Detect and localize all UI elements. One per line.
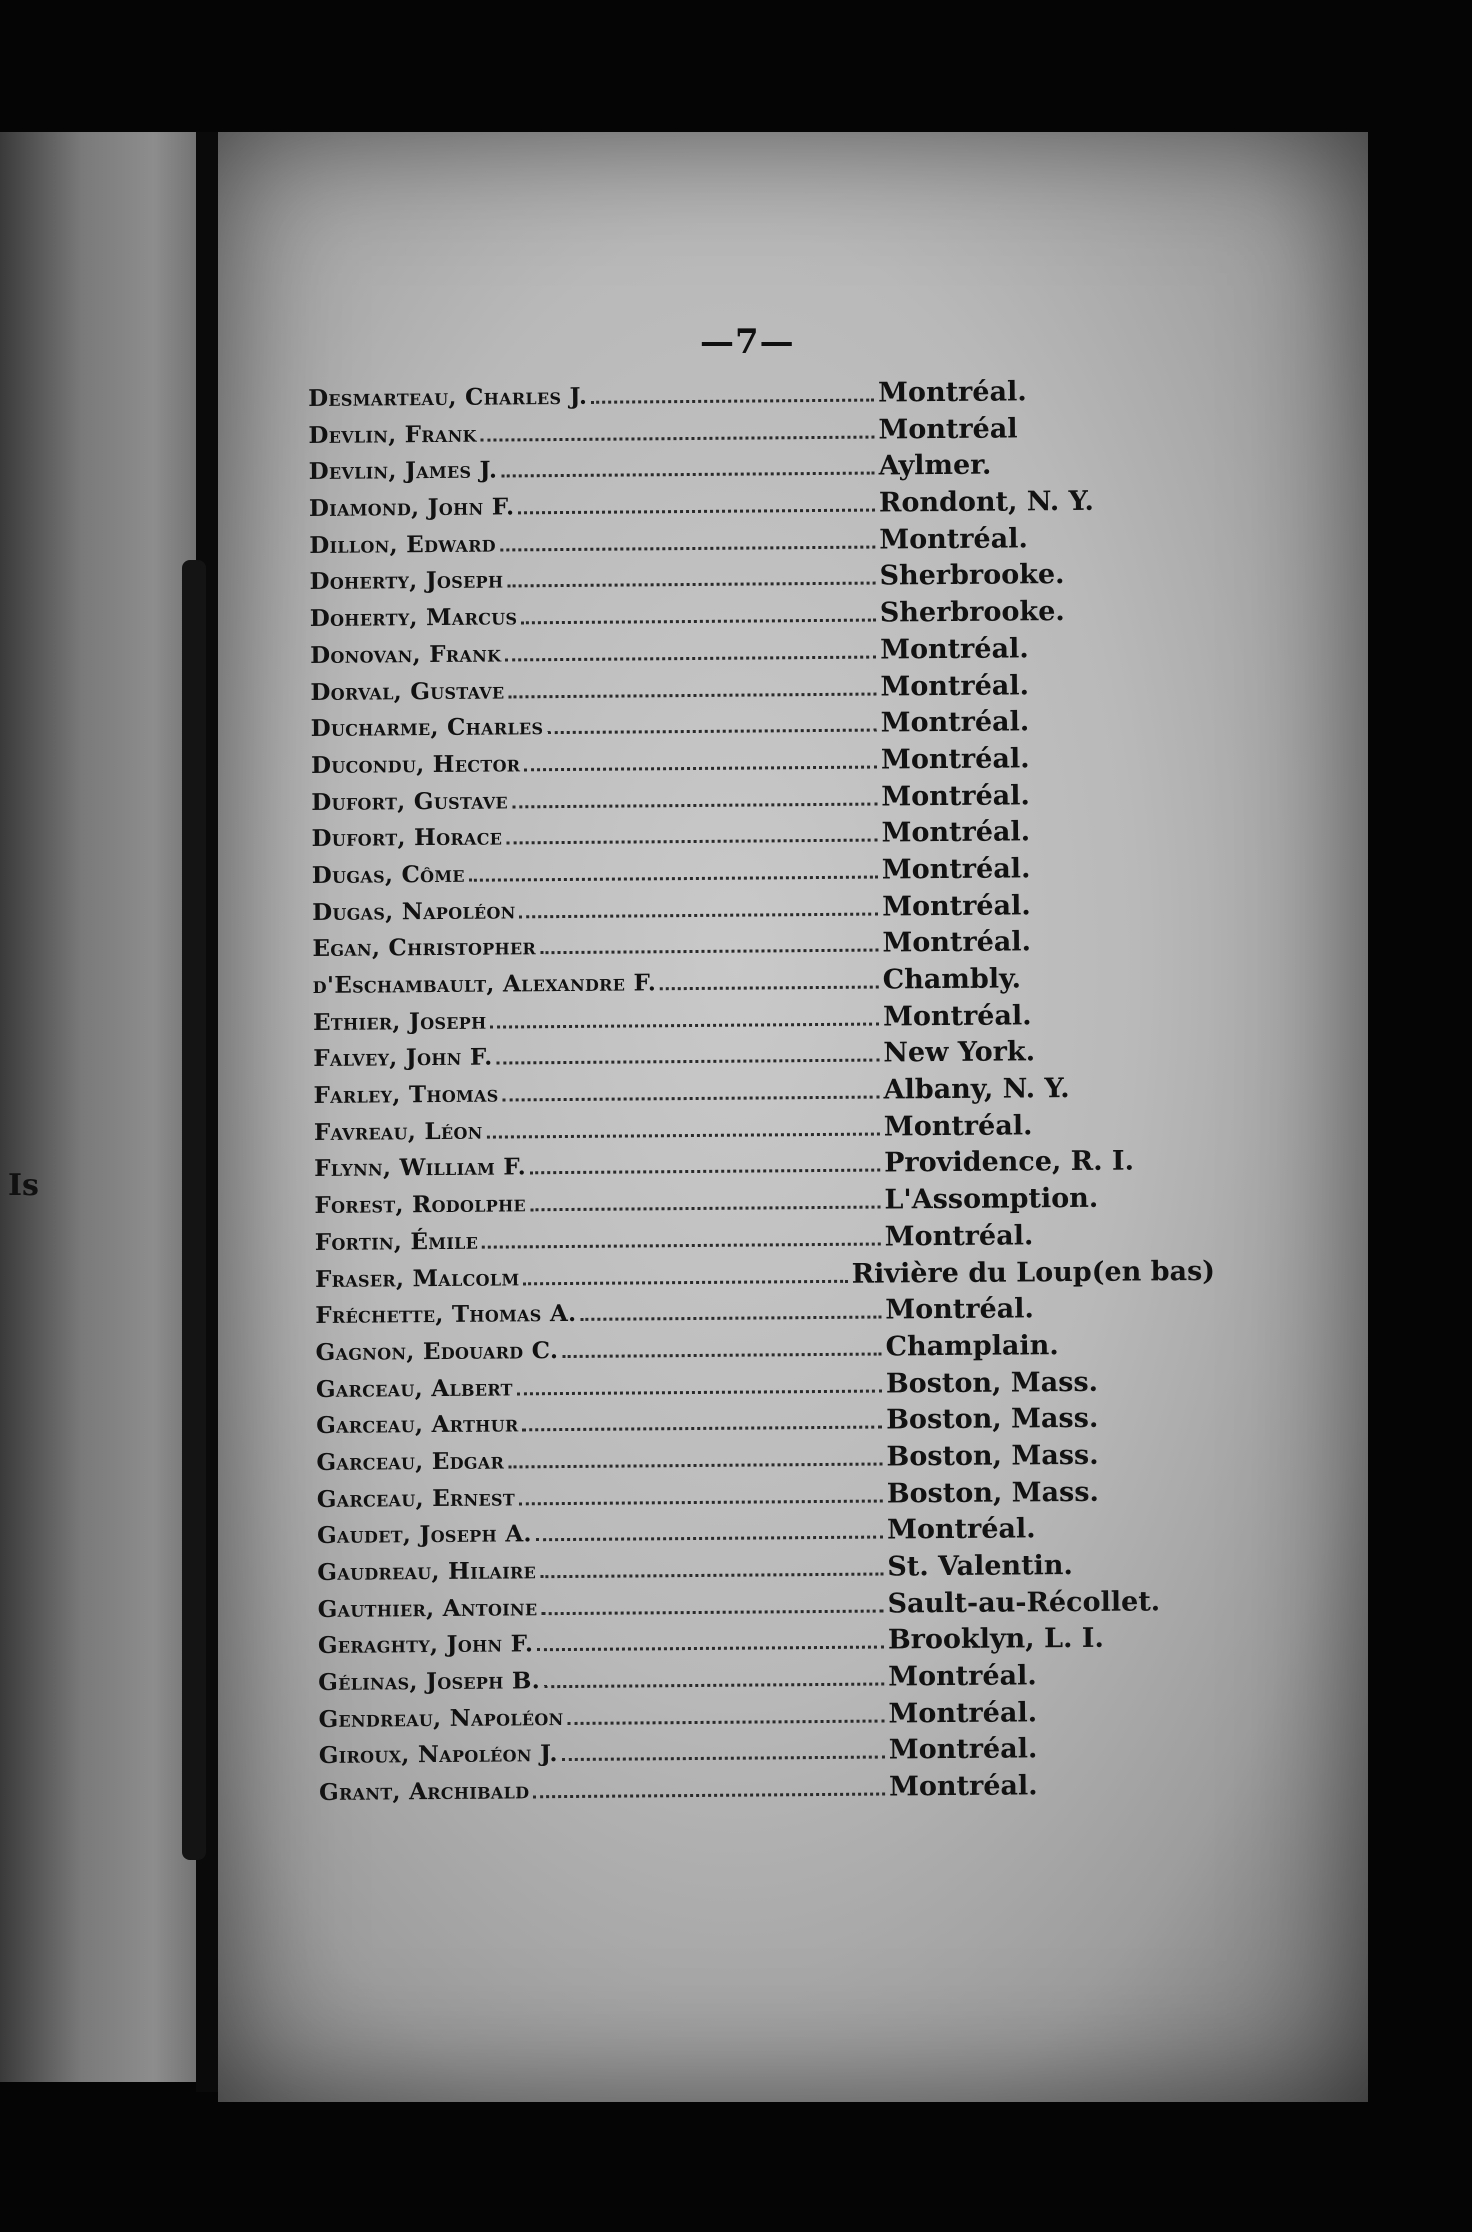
entry-name: Doherty, Joseph [309, 566, 504, 596]
dot-leader [501, 472, 874, 478]
entry-place: Montréal. [877, 376, 1027, 409]
dot-leader [469, 875, 878, 881]
dot-leader [530, 1206, 881, 1212]
entry-name: Fraser, Malcolm [314, 1263, 520, 1293]
entry-name: Ducondu, Hector [310, 750, 521, 779]
entry-place: Rivière du Loup(en bas) [851, 1255, 1216, 1290]
entry-name: Gendreau, Napoléon [318, 1703, 564, 1733]
entry-place: Boston, Mass. [886, 1403, 1099, 1436]
entry-name: Gauthier, Antoine [317, 1593, 538, 1623]
dot-leader [481, 435, 875, 441]
entry-place: Montréal. [880, 706, 1030, 739]
entry-place: Sherbrooke. [879, 596, 1065, 629]
dot-leader [568, 1719, 885, 1724]
entry-place: Brooklyn, L. I. [887, 1623, 1104, 1656]
entry-place: Montréal. [888, 1697, 1038, 1730]
dot-leader [491, 1022, 880, 1028]
dot-leader [530, 1169, 880, 1175]
entry-place: Montréal. [882, 1000, 1032, 1033]
dot-leader [537, 1646, 884, 1652]
entry-name: Garceau, Edgar [316, 1447, 505, 1476]
entry-name: Forest, Rodolphe [314, 1190, 527, 1220]
entry-place: Rondont, N. Y. [878, 485, 1094, 519]
entry-name: Fortin, Émile [314, 1227, 479, 1256]
dot-leader [518, 509, 875, 515]
dot-leader [517, 1389, 882, 1395]
entry-place: Albany, N. Y. [883, 1073, 1070, 1106]
entry-name: Dugas, Napoléon [312, 897, 516, 926]
entry-name: Garceau, Albert [315, 1373, 513, 1403]
entry-place: Montréal. [880, 743, 1030, 776]
entry-place: New York. [883, 1036, 1036, 1069]
entry-name: Egan, Christopher [312, 933, 537, 963]
dot-leader [540, 1573, 883, 1579]
entry-place: Montréal. [885, 1293, 1034, 1326]
entry-place: Montréal. [883, 1110, 1033, 1143]
entry-name: Gaudet, Joseph A. [316, 1520, 532, 1550]
dot-leader [505, 655, 876, 661]
dot-leader [547, 729, 876, 735]
entry-place: Boston, Mass. [886, 1476, 1099, 1510]
entry-place: Boston, Mass. [885, 1366, 1099, 1400]
entry-name: Grant, Archibald [318, 1777, 530, 1807]
dot-leader [497, 1059, 880, 1065]
dot-leader [562, 1352, 881, 1358]
entry-place: Montréal [878, 413, 1018, 446]
entry-place: Sault-au-Récollet. [887, 1586, 1161, 1620]
name-list [308, 375, 1219, 1813]
entry-name: Doherty, Marcus [309, 603, 518, 633]
entry-name: Garceau, Arthur [316, 1410, 519, 1440]
dot-leader [580, 1316, 881, 1321]
entry-place: Montréal. [888, 1660, 1037, 1693]
entry-place: St. Valentin. [887, 1550, 1074, 1583]
dot-leader [503, 1096, 880, 1102]
entry-name: Dufort, Horace [311, 823, 503, 853]
dot-leader [544, 1683, 884, 1689]
entry-name: Ducharme, Charles [310, 713, 544, 743]
entry-place: Boston, Mass. [886, 1439, 1099, 1473]
entry-place: Montréal. [886, 1513, 1036, 1546]
entry-place: Montréal. [884, 1220, 1034, 1253]
entry-name: Flynn, William F. [314, 1153, 527, 1183]
entry-name: Ethier, Joseph [312, 1007, 487, 1036]
entry-name: Gélinas, Joseph B. [318, 1667, 541, 1697]
entry-name: d'Eschambault, Alexandre F. [312, 969, 657, 999]
page-number: —7— [700, 322, 795, 362]
dot-leader [520, 912, 879, 918]
dot-leader [508, 692, 876, 698]
entry-name: Gagnon, Edouard C. [315, 1336, 559, 1366]
entry-name: Falvey, John F. [313, 1043, 493, 1073]
dot-leader [523, 1426, 883, 1432]
dot-leader [533, 1793, 885, 1799]
dot-leader [521, 619, 876, 625]
entry-place: Providence, R. I. [884, 1145, 1135, 1179]
entry-name: Devlin, Frank [308, 420, 477, 449]
entry-name: Dillon, Edward [309, 530, 497, 559]
entry-name: Dorval, Gustave [310, 676, 505, 706]
entry-name: Diamond, John F. [308, 493, 515, 523]
entry-place: Montréal. [888, 1733, 1038, 1766]
entry-name: Favreau, Léon [313, 1117, 483, 1146]
entry-name: Dugas, Côme [311, 860, 465, 889]
left-page-text-fragment: Is [8, 1168, 39, 1203]
dot-leader [487, 1132, 880, 1138]
entry-name: Dufort, Gustave [311, 787, 509, 816]
dot-leader [660, 986, 879, 991]
entry-place: Montréal. [882, 926, 1032, 959]
dot-leader [519, 1499, 883, 1505]
entry-place: Montréal. [881, 853, 1031, 886]
entry-name: Garceau, Ernest [316, 1484, 516, 1513]
entry-place: Montréal. [881, 816, 1031, 849]
entry-place: Sherbrooke. [879, 559, 1065, 592]
entry-name: Devlin, James J. [308, 456, 498, 486]
entry-name: Fréchette, Thomas A. [315, 1300, 577, 1330]
entry-name: Desmarteau, Charles J. [308, 382, 588, 412]
entry-place: Montréal. [879, 633, 1029, 666]
entry-place: Montréal. [879, 523, 1028, 556]
left-page-edge [0, 132, 205, 2082]
entry-place: L'Assomption. [884, 1182, 1099, 1216]
entry-name: Giroux, Napoléon J. [318, 1740, 558, 1770]
dot-leader [540, 949, 878, 955]
dot-leader [524, 765, 877, 771]
dot-leader [523, 1279, 847, 1285]
dot-leader [536, 1536, 883, 1542]
dot-leader [506, 839, 877, 845]
binding-fold [182, 560, 206, 1860]
entry-place: Montréal. [882, 889, 1031, 923]
dot-leader [500, 545, 875, 551]
entry-place: Montréal. [880, 669, 1030, 703]
entry-name: Farley, Thomas [313, 1080, 499, 1110]
entry-place: Chambly. [882, 963, 1022, 996]
dot-leader [541, 1609, 883, 1615]
dot-leader [512, 802, 877, 808]
entry-place: Montréal. [881, 779, 1030, 813]
entry-place: Champlain. [885, 1330, 1059, 1363]
entry-place: Aylmer. [878, 450, 992, 482]
dot-leader [591, 399, 874, 404]
entry-name: Geraghty, John F. [317, 1630, 534, 1660]
dot-leader [482, 1242, 881, 1248]
entry-name: Donovan, Frank [310, 640, 502, 669]
entry-name: Gaudreau, Hilaire [317, 1557, 537, 1586]
dot-leader [507, 582, 875, 588]
dot-leader [562, 1756, 885, 1762]
list-item [319, 1769, 1219, 1813]
entry-place: Montréal. [888, 1770, 1038, 1803]
dot-leader [508, 1462, 882, 1468]
